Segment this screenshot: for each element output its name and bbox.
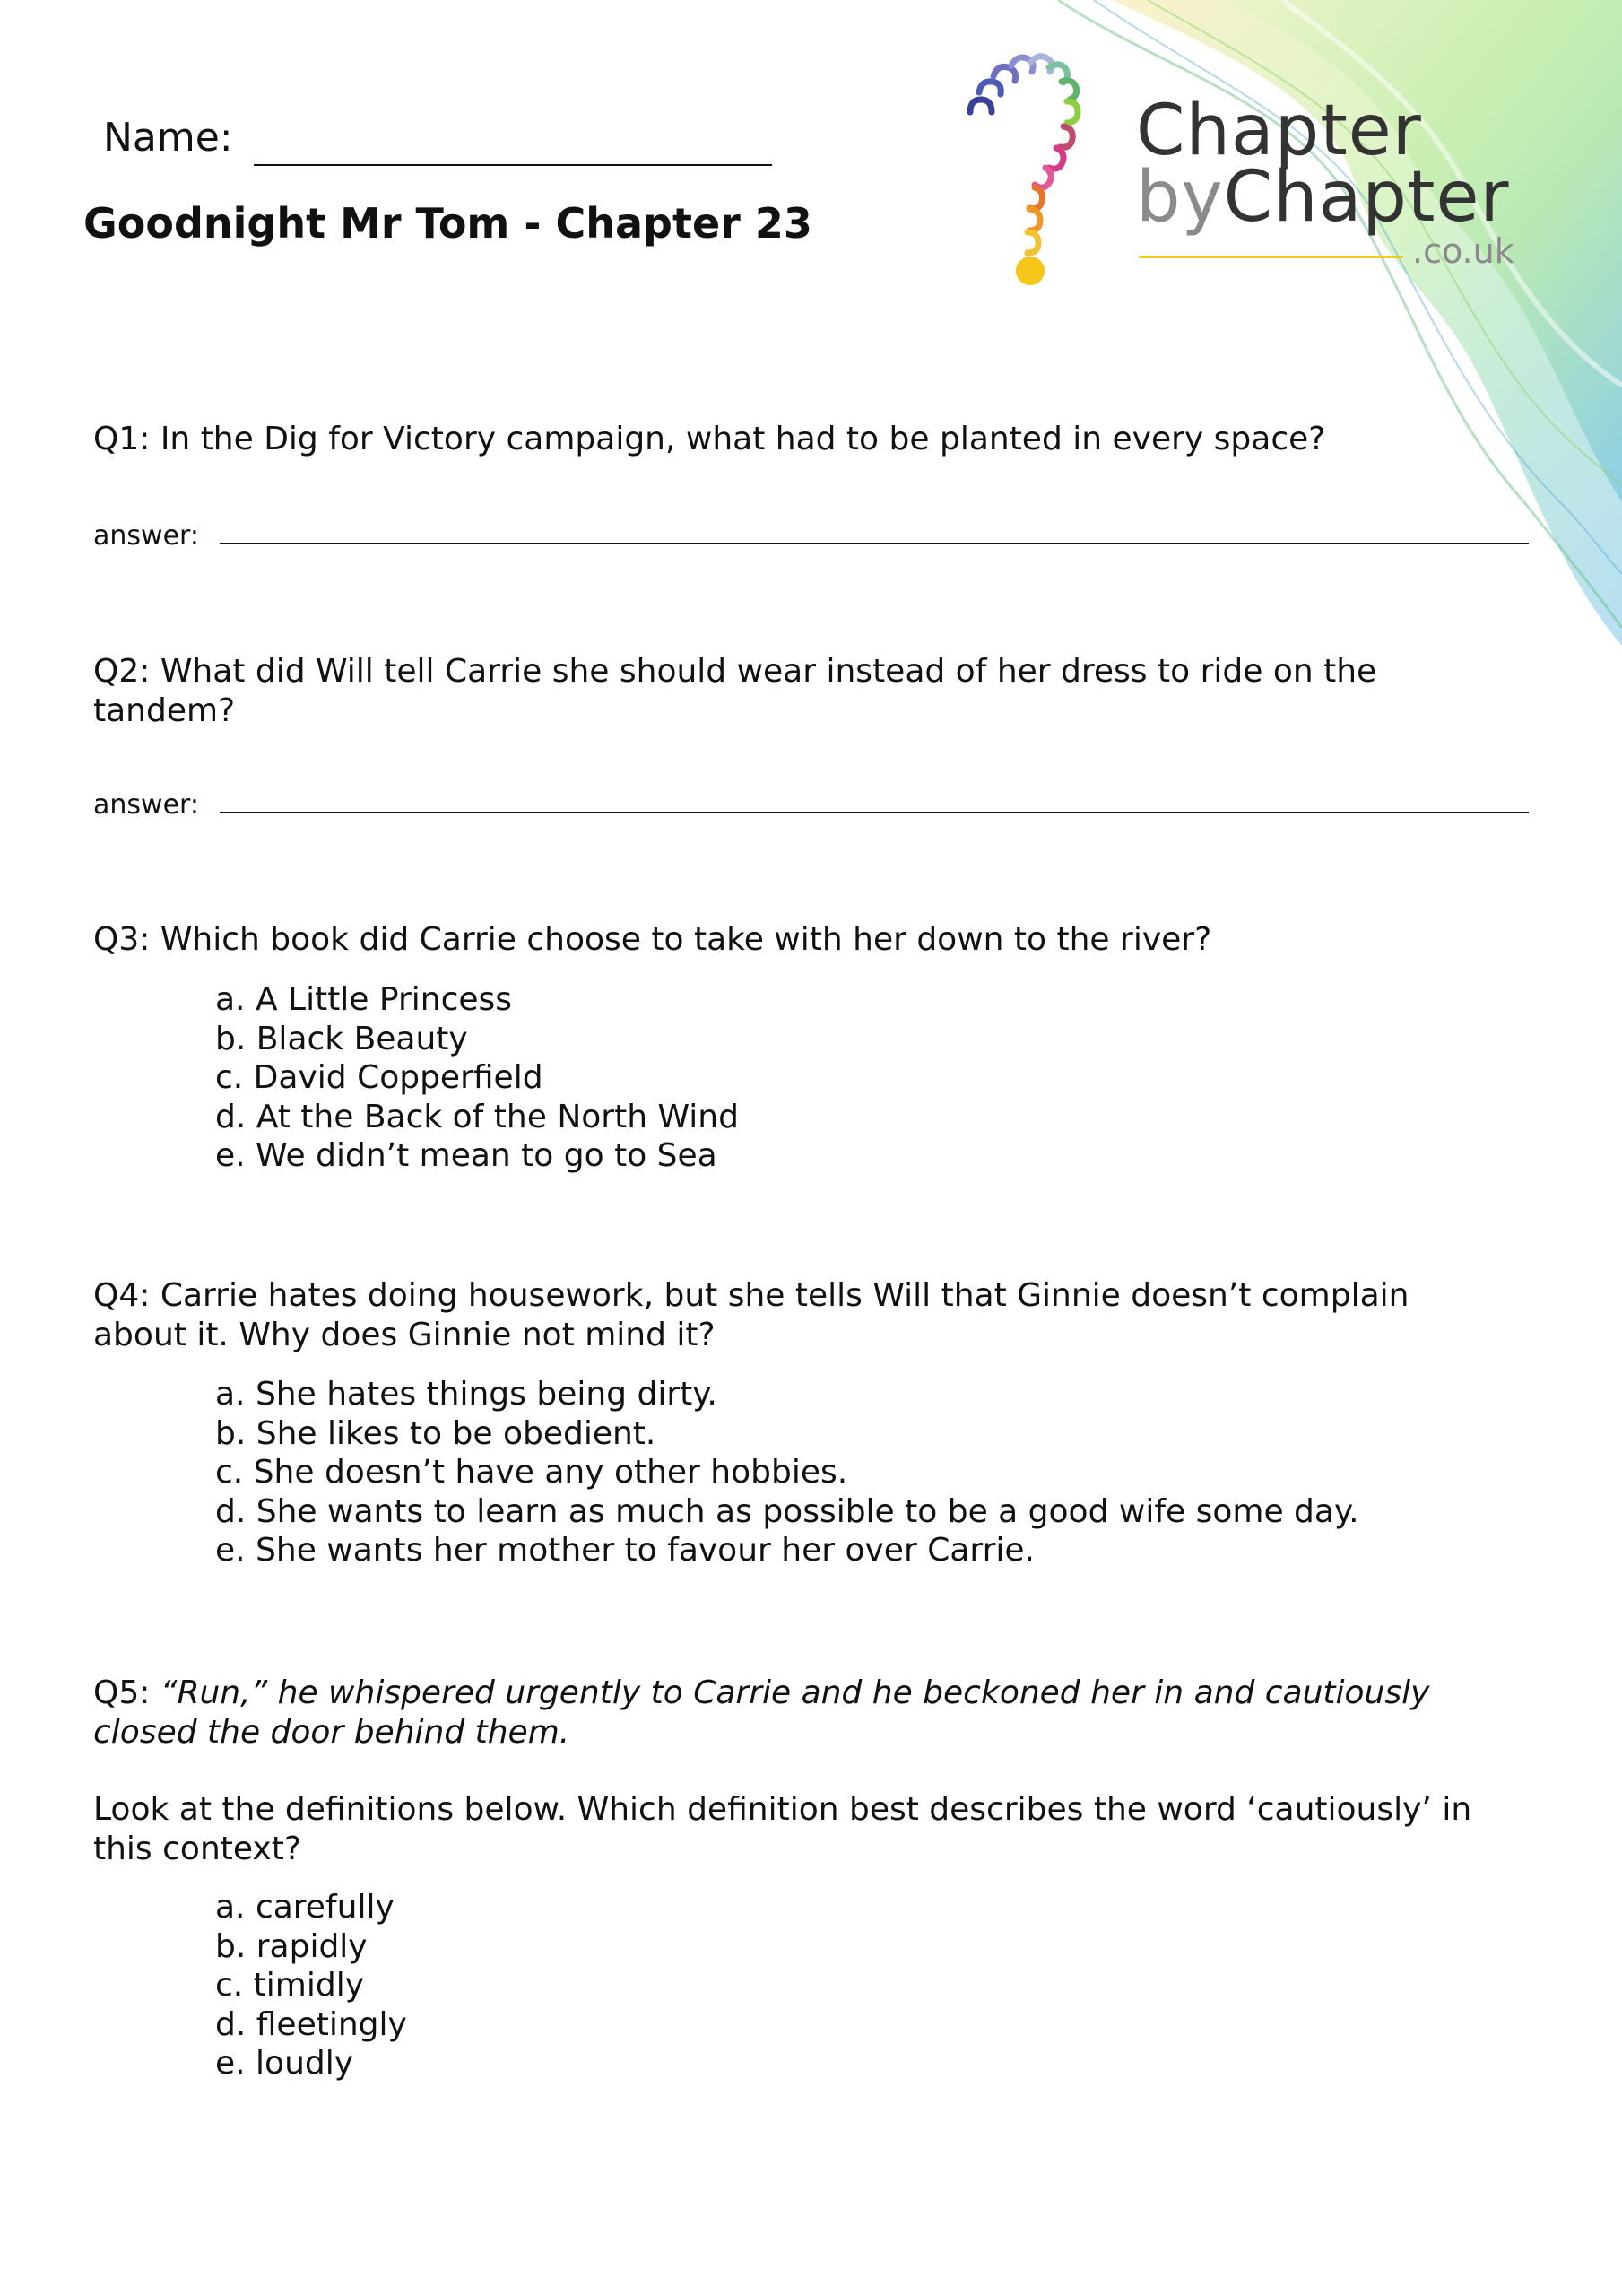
logo-by-chapter-text <box>1136 157 1510 238</box>
answer-field-2[interactable] <box>220 812 1529 813</box>
question-5-quote-1: “Run,” he whispered urgently to Carrie and he beckoned her in and cautiously <box>160 1674 1430 1711</box>
question-5 <box>93 1674 1528 1752</box>
answer-label-2: answer: <box>93 789 199 821</box>
logo-underline <box>1139 256 1403 258</box>
question-2-line-2: tandem? <box>93 692 236 729</box>
question-4-line-1: Q4: Carrie hates doing housework, but she tells Will that Ginnie doesn’t complain <box>93 1277 1409 1314</box>
logo-domain-text: .co.uk <box>1412 231 1514 271</box>
option-4a[interactable]: a. She hates things being dirty. <box>215 1376 717 1413</box>
page-title: Goodnight Mr Tom - Chapter 23 <box>83 199 812 248</box>
book-question-mark-icon <box>959 49 1139 318</box>
option-4b[interactable]: b. She likes to be obedient. <box>215 1414 656 1452</box>
option-5e[interactable]: e. loudly <box>215 2045 354 2082</box>
answer-label-1: answer: <box>93 520 199 552</box>
question-5-prompt-line-1: Look at the definitions below. Which definition best describes the word ‘cautiously’ in <box>93 1791 1472 1828</box>
question-5-prompt <box>93 1790 1528 1869</box>
question-4-options <box>215 1375 1359 1570</box>
option-3d[interactable]: d. At the Back of the North Wind <box>215 1098 739 1135</box>
chapter-by-chapter-logo <box>959 49 1533 318</box>
option-4e[interactable]: e. She wants her mother to favour her over Carrie. <box>215 1532 1035 1569</box>
dot-icon <box>1016 257 1045 285</box>
option-5c[interactable]: c. timidly <box>215 1967 365 2004</box>
logo-chapter-text: Chapter <box>1136 91 1422 171</box>
question-3-options <box>215 980 739 1176</box>
question-5-line-1 <box>93 1674 1528 1713</box>
question-4 <box>93 1276 1528 1355</box>
question-1: Q1: In the Dig for Victory campaign, what had to be planted in every space? <box>93 421 1326 457</box>
logo-chapter2-text: Chapter <box>1223 157 1510 238</box>
question-2-line-1: Q2: What did Will tell Carrie she should wear instead of her dress to ride on the <box>93 653 1377 690</box>
question-4-line-2: about it. Why does Ginnie not mind it? <box>93 1317 716 1353</box>
option-3a[interactable]: a. A Little Princess <box>215 981 513 1018</box>
question-5-prompt-line-2: this context? <box>93 1831 301 1867</box>
answer-field-1[interactable] <box>220 543 1529 544</box>
option-5a[interactable]: a. carefully <box>215 1889 395 1926</box>
option-3e[interactable]: e. We didn’t mean to go to Sea <box>215 1137 717 1174</box>
name-label: Name: <box>103 115 233 161</box>
logo-by-text: by <box>1136 157 1224 238</box>
name-field[interactable] <box>254 164 772 166</box>
option-4d[interactable]: d. She wants to learn as much as possible to be a good wife some day. <box>215 1492 1359 1530</box>
option-3c[interactable]: c. David Copperfield <box>215 1059 543 1096</box>
option-3b[interactable]: b. Black Beauty <box>215 1020 468 1057</box>
question-5-line-2 <box>93 1713 1528 1752</box>
question-3: Q3: Which book did Carrie choose to take with her down to the river? <box>93 921 1212 958</box>
question-2 <box>93 652 1528 731</box>
question-5-prefix: Q5: <box>93 1674 160 1711</box>
option-5b[interactable]: b. rapidly <box>215 1927 368 1965</box>
option-4c[interactable]: c. She doesn’t have any other hobbies. <box>215 1454 848 1491</box>
question-5-options <box>215 1888 407 2083</box>
option-5d[interactable]: d. fleetingly <box>215 2005 407 2043</box>
question-5-quote-2: closed the door behind them. <box>93 1714 570 1751</box>
